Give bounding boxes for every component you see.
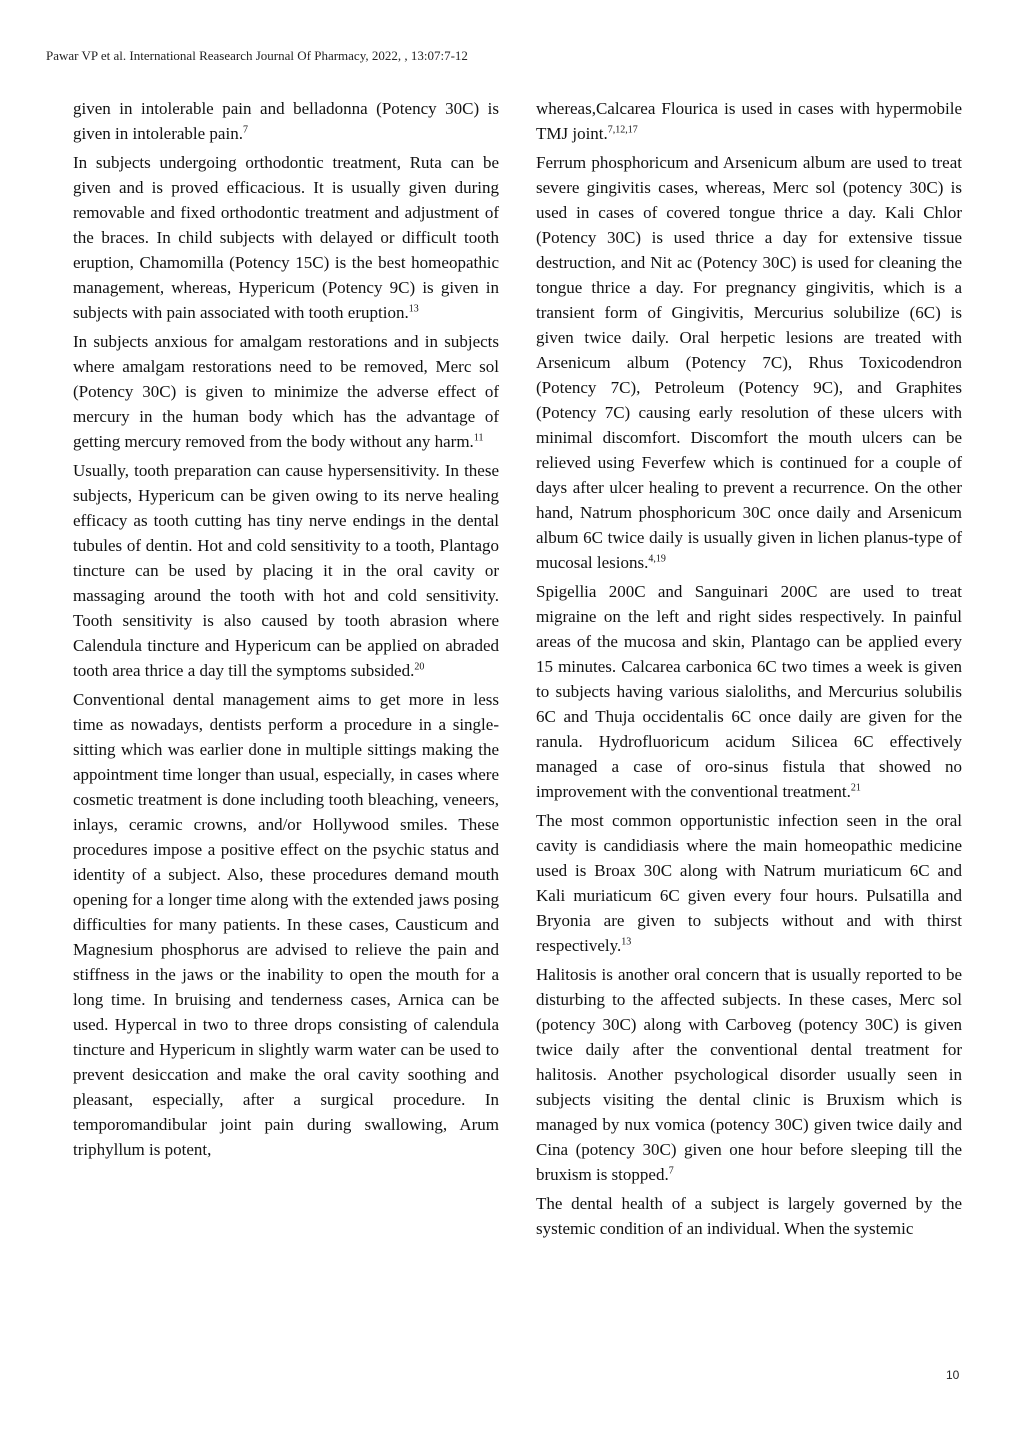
reference-marker: 7 (668, 1165, 674, 1177)
reference-marker: 13 (621, 936, 632, 948)
reference-marker: 20 (414, 661, 425, 673)
paragraph (536, 808, 962, 958)
paragraph (73, 150, 499, 325)
paragraph (73, 329, 499, 454)
paragraph (536, 96, 962, 146)
paragraph-text: Spigellia 200C and Sanguinari 200C are used to treat migraine on the left and right sides respectively. In painful areas of the mucosa and skin, Plantago can be applied every 15 minutes. Calcarea carbonica 6C two times a week is given to subjects having various sialoliths, and Mercurius solubilis 6C and Thuja occidentalis 6C once daily are given for the ranula. Hydrofluoricum acidum Silicea 6C effectively managed a case of oro-sinus fistula that showed no improvement with the conventional treatment. (536, 582, 962, 801)
paragraph (536, 150, 962, 575)
reference-marker: 7 (242, 124, 248, 136)
paragraph (73, 458, 499, 683)
right-column (536, 96, 962, 1245)
paragraph-text: The dental health of a subject is largely governed by the systemic condition of an individual. When the systemic (536, 1194, 962, 1238)
paragraph-text: In subjects anxious for amalgam restorations and in subjects where amalgam restorations need to be removed, Merc sol (Potency 30C) is given to minimize the adverse effect of mercury in the human body which has the advantage of getting mercury removed from the body without any harm. (73, 332, 499, 451)
paragraph (536, 962, 962, 1187)
reference-marker: 7,12,17 (607, 124, 638, 136)
left-column (73, 96, 499, 1166)
paragraph-text: Halitosis is another oral concern that is usually reported to be disturbing to the affected subjects. In these cases, Merc sol (potency 30C) along with Carboveg (potency 30C) is given twice daily after the conventional dental treatment for halitosis. Another psychological disorder usually seen in subjects visiting the dental clinic is Bruxism which is managed by nux vomica (potency 30C) given twice daily and Cina (potency 30C) given one hour before sleeping till the bruxism is stopped. (536, 965, 962, 1184)
paragraph (73, 96, 499, 146)
reference-marker: 13 (408, 303, 419, 315)
reference-marker: 4,19 (648, 553, 666, 565)
paragraph-text: The most common opportunistic infection seen in the oral cavity is candidiasis where the main homeopathic medicine used is Broax 30C along with Natrum muriaticum 6C and Kali muriaticum 6C given every four hours. Pulsatilla and Bryonia are given to subjects without and with thirst respectively. (536, 811, 962, 955)
paragraph (536, 1191, 962, 1241)
paragraph-text: given in intolerable pain and belladonna (Potency 30C) is given in intolerable pain. (73, 99, 499, 143)
running-header: Pawar VP et al. International Reasearch Journal Of Pharmacy, 2022, , 13:07:7-12 (46, 48, 468, 63)
paragraph-text: Usually, tooth preparation can cause hypersensitivity. In these subjects, Hypericum can be given owing to its nerve healing efficacy as tooth cutting has tiny nerve endings in the dental tubules of dentin. Hot and cold sensitivity to a tooth, Plantago tincture can be used by placing it in the oral cavity or massaging around the tooth with hot and cold sensitivity. Tooth sensitivity is also caused by tooth abrasion where Calendula tincture and Hypericum can be applied on abraded tooth area thrice a day till the symptoms subsided. (73, 461, 499, 680)
page-number: 10 (946, 1368, 960, 1382)
paragraph-text: Conventional dental management aims to get more in less time as nowadays, dentists perform a procedure in a single-sitting which was earlier done in multiple sittings making the appointment time longer than usual, especially, in cases where cosmetic treatment is done including tooth bleaching, veneers, inlays, ceramic crowns, and/or Hollywood smiles. These procedures impose a positive effect on the psychic status and identity of a subject. Also, these procedures demand mouth opening for a longer time along with the extended jaws posing difficulties for many patients. In these cases, Causticum and Magnesium phosphorus are advised to relieve the pain and stiffness in the jaws or the inability to open the mouth for a long time. In bruising and tenderness cases, Arnica can be used. Hypercal in two to three drops consisting of calendula tincture and Hypericum in slightly warm water can be used to prevent desiccation and make the oral cavity soothing and pleasant, especially, after a surgical procedure. In temporomandibular joint pain during swallowing, Arum triphyllum is potent, (73, 690, 499, 1159)
reference-marker: 21 (850, 782, 861, 794)
paragraph-text: Ferrum phosphoricum and Arsenicum album are used to treat severe gingivitis cases, whereas, Merc sol (potency 30C) is used in cases of covered tongue thrice a day. Kali Chlor (Potency 30C) is used thrice a day for extensive tissue destruction, and Nit ac (Potency 30C) is used for cleaning the tongue thrice a day. For pregnancy gingivitis, which is a transient form of Gingivitis, Mercurius solubilize (6C) is given twice daily. Oral herpetic lesions are treated with Arsenicum album (Potency 7C), Rhus Toxicodendron (Potency 7C), Petroleum (Potency 9C), and Graphites (Potency 7C) causing early resolution of these ulcers with minimal discomfort. Discomfort the mouth ulcers can be relieved using Feverfew which is continued for a couple of days after ulcer healing to prevent a recurrence. On the other hand, Natrum phosphoricum 30C once daily and Arsenicum album 6C twice daily is usually given in lichen planus-type of mucosal lesions. (536, 153, 962, 572)
paragraph (73, 687, 499, 1162)
paragraph (536, 579, 962, 804)
paragraph-text: whereas,Calcarea Flourica is used in cases with hypermobile TMJ joint. (536, 99, 962, 143)
reference-marker: 11 (473, 432, 484, 444)
paragraph-text: In subjects undergoing orthodontic treatment, Ruta can be given and is proved efficacious. It is usually given during removable and fixed orthodontic treatment and adjustment of the braces. In child subjects with delayed or difficult tooth eruption, Chamomilla (Potency 15C) is the best homeopathic management, whereas, Hypericum (Potency 9C) is given in subjects with pain associated with tooth eruption. (73, 153, 499, 322)
